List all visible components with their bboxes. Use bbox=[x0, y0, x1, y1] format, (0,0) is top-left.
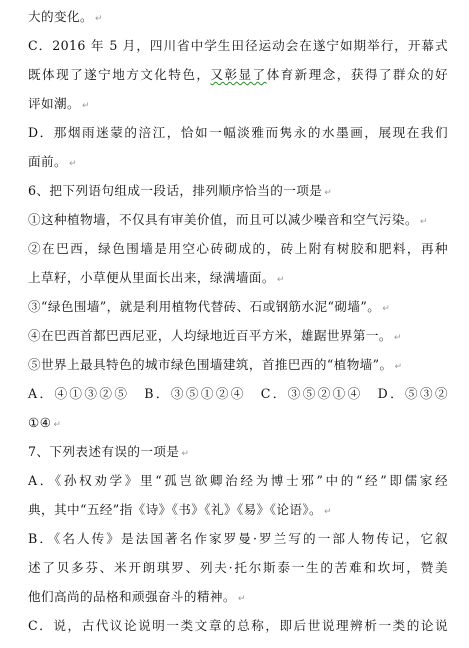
line-text: C．说，古代议论说明一类文章的总称，即后世说理辨析一类的论说 bbox=[28, 618, 448, 633]
line-text: ②在巴西，绿色围墙是用空心砖砌成的，砖上附有树胶和肥料，再种 bbox=[28, 241, 448, 256]
text-line bbox=[28, 299, 390, 317]
line-text: 体育新理念，获得了群众的好 bbox=[266, 67, 448, 82]
line-text: 述了贝多芬、米开朗琪罗、列夫·托尔斯泰一生的苦难和坎坷，赞美 bbox=[28, 560, 448, 575]
line-text: A．④①③②⑤ B．③⑤①②④ C．③⑤②①④ D．⑤③② bbox=[28, 386, 448, 401]
grammar-flag-text: 又彰显了 bbox=[210, 67, 267, 82]
text-line bbox=[28, 502, 332, 520]
line-text: D．那烟雨迷蒙的涪江，恰如一幅淡雅而隽永的水墨画，展现在我们 bbox=[28, 125, 448, 140]
paragraph-mark-icon: ↵ bbox=[81, 101, 90, 111]
line-text: ①④ bbox=[28, 415, 52, 430]
line-text: ⑤世界上最具特色的城市绿色围墙建筑，首推巴西的“植物墙”。 bbox=[28, 357, 393, 372]
text-line bbox=[28, 38, 448, 54]
text-line bbox=[28, 531, 448, 547]
text-line bbox=[28, 618, 448, 634]
paragraph-mark-icon: ↵ bbox=[324, 507, 332, 517]
line-text: 他们高尚的品格和顽强奋斗的精神。 bbox=[28, 589, 236, 604]
paragraph-mark-icon: ↵ bbox=[393, 333, 402, 343]
line-text: 7、下列表述有误的一项是 bbox=[28, 444, 180, 459]
text-line bbox=[28, 67, 448, 83]
text-line bbox=[28, 270, 284, 288]
paragraph-mark-icon: ↵ bbox=[94, 14, 103, 24]
paragraph-mark-icon: ↵ bbox=[53, 420, 61, 430]
line-text: 面前。 bbox=[28, 154, 67, 169]
text-line bbox=[28, 154, 77, 172]
line-text: 6、把下列语句组成一段话，排列顺序恰当的一项是 bbox=[28, 183, 323, 198]
line-text: A．《孙权劝学》里“孤岂欲卿治经为博士邪”中的“经”即儒家经 bbox=[28, 473, 448, 488]
answer-options bbox=[28, 386, 448, 402]
paragraph-mark-icon: ↵ bbox=[394, 362, 403, 372]
paragraph-mark-icon: ↵ bbox=[419, 217, 428, 227]
text-line bbox=[28, 415, 61, 433]
line-text: ③“绿色围墙”，就是利用植物代替砖、石或钢筋水泥“砌墙”。 bbox=[28, 299, 381, 314]
text-line bbox=[28, 473, 448, 489]
line-text: ④在巴西首都巴西尼亚，人均绿地近百平方米，雄踞世界第一。 bbox=[28, 328, 392, 343]
line-text: B．《名人传》是法国著名作家罗曼·罗兰写的一部人物传记，它叙 bbox=[28, 531, 448, 546]
paragraph-mark-icon: ↵ bbox=[324, 188, 332, 198]
line-text: 典，其中“五经”指《诗》《书》《礼》《易》《论语》。 bbox=[28, 502, 323, 517]
text-line bbox=[28, 125, 448, 141]
text-line bbox=[28, 328, 401, 346]
question-heading bbox=[28, 444, 189, 462]
line-text: 既体现了遂宁地方文化特色， bbox=[28, 67, 211, 82]
paragraph-mark-icon: ↵ bbox=[382, 304, 390, 314]
line-text: 评如潮。 bbox=[28, 96, 80, 111]
line-text: C．2016 年 5 月，四川省中学生田径运动会在遂宁如期举行，开幕式 bbox=[28, 38, 448, 53]
paragraph-mark-icon: ↵ bbox=[276, 275, 285, 285]
paragraph-mark-icon: ↵ bbox=[237, 594, 246, 604]
line-text: ①这种植物墙，不仅具有审美价值，而且可以减少噪音和空气污染。 bbox=[28, 212, 418, 227]
line-text: 上草籽，小草便从里面长出来，绿满墙面。 bbox=[28, 270, 275, 285]
paragraph-mark-icon: ↵ bbox=[68, 159, 77, 169]
text-line bbox=[28, 589, 245, 607]
text-line bbox=[28, 96, 90, 114]
text-line bbox=[28, 560, 448, 576]
text-line bbox=[28, 357, 402, 375]
text-line bbox=[28, 241, 448, 257]
text-line bbox=[28, 9, 103, 27]
paragraph-mark-icon: ↵ bbox=[181, 449, 189, 459]
text-line bbox=[28, 212, 427, 230]
question-heading bbox=[28, 183, 332, 201]
line-text: 大的变化。 bbox=[28, 9, 93, 24]
